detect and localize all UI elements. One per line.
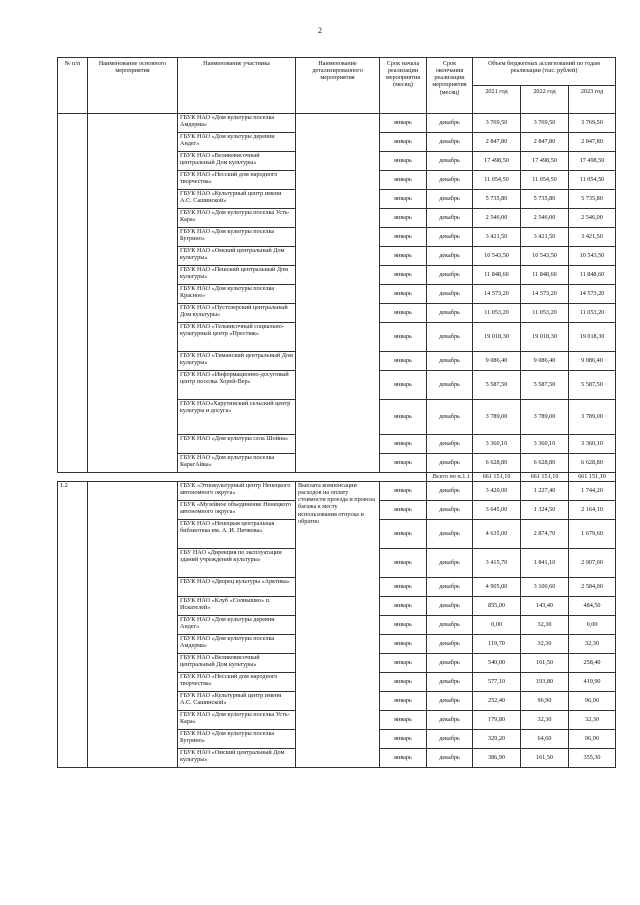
- end-month: декабрь: [427, 114, 473, 133]
- event-cell: [88, 114, 178, 473]
- start-month: январь: [380, 616, 427, 635]
- end-month: декабрь: [427, 304, 473, 323]
- start-month: январь: [380, 435, 427, 454]
- end-month: декабрь: [427, 228, 473, 247]
- value-2023: 32,30: [569, 711, 616, 730]
- value-2022: 11 054,50: [521, 171, 569, 190]
- participant-name: ГБУК НАО «Дом культуры деревни Андег»: [178, 616, 296, 635]
- value-2021: 10 543,50: [473, 247, 521, 266]
- value-2021: 386,90: [473, 749, 521, 768]
- participant-name: ГБУК НАО «Великовисочный центральный Дом культуры»: [178, 152, 296, 171]
- value-2022: 2 874,70: [521, 520, 569, 549]
- value-2022: 9 086,40: [521, 352, 569, 371]
- value-2021: 329,20: [473, 730, 521, 749]
- start-month: январь: [380, 323, 427, 352]
- value-2023: 14 573,20: [569, 285, 616, 304]
- start-month: январь: [380, 171, 427, 190]
- value-2021: 3 789,00: [473, 400, 521, 435]
- value-2022: 14 573,20: [521, 285, 569, 304]
- end-month: декабрь: [427, 654, 473, 673]
- value-2022: 96,90: [521, 692, 569, 711]
- value-2023: 2 546,00: [569, 209, 616, 228]
- value-2022: 5 735,80: [521, 190, 569, 209]
- value-2023: 2 907,00: [569, 549, 616, 578]
- header-directed: Наименование детализированного мероприятия: [296, 58, 380, 114]
- header-num: № п/п: [58, 58, 88, 114]
- subtotal-2021: 661 151,10: [473, 473, 521, 482]
- value-2021: 11 053,20: [473, 304, 521, 323]
- value-2021: 19 018,30: [473, 323, 521, 352]
- value-2022: 3 100,60: [521, 578, 569, 597]
- start-month: январь: [380, 692, 427, 711]
- value-2023: 2 584,00: [569, 578, 616, 597]
- value-2021: 4 635,00: [473, 520, 521, 549]
- value-2021: 577,10: [473, 673, 521, 692]
- subtotal-2023: 661 151,10: [569, 473, 616, 482]
- value-2023: 96,90: [569, 692, 616, 711]
- value-2021: 3 421,50: [473, 228, 521, 247]
- subtotal-2022: 661 151,10: [521, 473, 569, 482]
- participant-name: ГБУК НАО «Дом культуры деревни Андег»: [178, 133, 296, 152]
- budget-table: [57, 57, 616, 768]
- start-month: январь: [380, 266, 427, 285]
- start-month: январь: [380, 247, 427, 266]
- value-2021: 17 498,50: [473, 152, 521, 171]
- end-month: декабрь: [427, 323, 473, 352]
- value-2023: 3 360,10: [569, 435, 616, 454]
- end-month: декабрь: [427, 616, 473, 635]
- end-month: декабрь: [427, 730, 473, 749]
- value-2021: 2 847,80: [473, 133, 521, 152]
- participant-name: ГБУК «Этнокультурный центр Ненецкого автономного округа»: [178, 482, 296, 501]
- value-2022: 3 769,50: [521, 114, 569, 133]
- value-2022: 161,50: [521, 749, 569, 768]
- value-2022: 11 848,60: [521, 266, 569, 285]
- value-2023: 2 164,10: [569, 501, 616, 520]
- value-2023: 5 587,50: [569, 371, 616, 400]
- value-2022: 1 841,10: [521, 549, 569, 578]
- value-2021: 14 573,20: [473, 285, 521, 304]
- value-2022: 6 628,80: [521, 454, 569, 473]
- value-2022: 5 587,50: [521, 371, 569, 400]
- value-2023: 19 018,30: [569, 323, 616, 352]
- value-2022: 17 498,50: [521, 152, 569, 171]
- start-month: январь: [380, 209, 427, 228]
- value-2023: 5 735,80: [569, 190, 616, 209]
- directed-cell: [296, 114, 380, 473]
- participant-name: ГБУК НАО «Дом культуры села Шойна»: [178, 435, 296, 454]
- end-month: декабрь: [427, 171, 473, 190]
- participant-name: ГБУК НАО «Клуб «Солнышко» п. Искателей»: [178, 597, 296, 616]
- participant-name: ГБУК НАО «Культурный центр имени А.С. Сашинской»: [178, 190, 296, 209]
- value-2023: 10 543,50: [569, 247, 616, 266]
- start-month: январь: [380, 635, 427, 654]
- participant-name: ГБУК НАО «Несский дом народного творчества»: [178, 171, 296, 190]
- page-number: 2: [318, 26, 322, 35]
- participant-name: ГБУК НАО «Дом культуры поселка Амдерма»: [178, 635, 296, 654]
- end-month: декабрь: [427, 673, 473, 692]
- end-month: декабрь: [427, 371, 473, 400]
- value-2022: 3 789,00: [521, 400, 569, 435]
- start-month: январь: [380, 654, 427, 673]
- end-month: декабрь: [427, 266, 473, 285]
- value-2022: 64,60: [521, 730, 569, 749]
- value-2021: 5 735,80: [473, 190, 521, 209]
- start-month: январь: [380, 228, 427, 247]
- start-month: январь: [380, 673, 427, 692]
- participant-name: ГБУК НАО «Пустозерский центральный Дом культуры»: [178, 304, 296, 323]
- block1-body: [58, 114, 616, 473]
- value-2021: 119,70: [473, 635, 521, 654]
- row-num-cell: 1.2: [58, 482, 88, 768]
- start-month: январь: [380, 304, 427, 323]
- participant-name: ГБУК НАО «Культурный центр имени А.С. Сашинской»: [178, 692, 296, 711]
- header-2021: 2021 год: [473, 86, 521, 114]
- end-month: декабрь: [427, 190, 473, 209]
- value-2021: 3 420,00: [473, 482, 521, 501]
- value-2023: 96,90: [569, 730, 616, 749]
- value-2021: 855,00: [473, 597, 521, 616]
- table-row: [58, 482, 616, 501]
- value-2022: 32,30: [521, 635, 569, 654]
- start-month: январь: [380, 501, 427, 520]
- end-month: декабрь: [427, 247, 473, 266]
- start-month: январь: [380, 352, 427, 371]
- value-2022: 3 421,50: [521, 228, 569, 247]
- end-month: декабрь: [427, 520, 473, 549]
- table-row: [58, 114, 616, 133]
- header-end: Срок окончания реализации мероприятия (месяц): [427, 58, 473, 114]
- participant-name: ГБУК НАО «Дом культуры поселка Бугрино»: [178, 228, 296, 247]
- participant-name: ГБУК НАО «Дом культуры поселка Усть-Кара»: [178, 711, 296, 730]
- participant-name: ГБУК НАО «Омский центральный Дом культуры»: [178, 247, 296, 266]
- participant-name: ГБУК НАО «Дом культуры поселка Красное»: [178, 285, 296, 304]
- end-month: декабрь: [427, 549, 473, 578]
- end-month: декабрь: [427, 692, 473, 711]
- value-2023: 32,30: [569, 635, 616, 654]
- end-month: декабрь: [427, 400, 473, 435]
- value-2021: 11 848,60: [473, 266, 521, 285]
- start-month: январь: [380, 152, 427, 171]
- value-2023: 9 086,40: [569, 352, 616, 371]
- end-month: декабрь: [427, 597, 473, 616]
- value-2023: 2 847,80: [569, 133, 616, 152]
- header-budget: Объем бюджетных ассигнований по годам реализации (тыс. рублей): [473, 58, 616, 86]
- start-month: январь: [380, 549, 427, 578]
- end-month: декабрь: [427, 152, 473, 171]
- block2-body: [58, 482, 616, 768]
- header-2022: 2022 год: [521, 86, 569, 114]
- end-month: декабрь: [427, 352, 473, 371]
- end-month: декабрь: [427, 578, 473, 597]
- row-num-cell: [58, 114, 88, 473]
- start-month: январь: [380, 749, 427, 768]
- participant-name: ГБУК НАО «Дом культуры поселка Бугрино»: [178, 730, 296, 749]
- value-2022: 1 324,50: [521, 501, 569, 520]
- participant-name: ГБУК НАО «Дом культуры поселка КарагАйка»: [178, 454, 296, 473]
- value-2022: 11 053,20: [521, 304, 569, 323]
- start-month: январь: [380, 520, 427, 549]
- start-month: январь: [380, 285, 427, 304]
- value-2021: 6 628,80: [473, 454, 521, 473]
- value-2023: 1 744,20: [569, 482, 616, 501]
- start-month: январь: [380, 482, 427, 501]
- value-2023: 11 848,60: [569, 266, 616, 285]
- value-2023: 0,00: [569, 616, 616, 635]
- participant-name: ГБУК НАО«Харутинский сельский центр культуры и досуга»: [178, 400, 296, 435]
- participant-name: ГБУК НАО «Ненецкая центральная библиотека им. А. И. Пичкова»: [178, 520, 296, 549]
- start-month: январь: [380, 730, 427, 749]
- end-month: декабрь: [427, 635, 473, 654]
- end-month: декабрь: [427, 435, 473, 454]
- participant-name: ГБУК НАО «Дом культуры поселка Амдерма»: [178, 114, 296, 133]
- subtotal-row: [58, 473, 616, 482]
- participant-name: ГБУК НАО «Несский дом народного творчества»: [178, 673, 296, 692]
- value-2023: 258,40: [569, 654, 616, 673]
- value-2022: 161,50: [521, 654, 569, 673]
- value-2022: 19 018,30: [521, 323, 569, 352]
- value-2021: 3 360,10: [473, 435, 521, 454]
- value-2021: 4 905,00: [473, 578, 521, 597]
- value-2022: 143,40: [521, 597, 569, 616]
- value-2022: 193,80: [521, 673, 569, 692]
- end-month: декабрь: [427, 454, 473, 473]
- start-month: январь: [380, 578, 427, 597]
- header-event: Наименование основного мероприятия: [88, 58, 178, 114]
- start-month: январь: [380, 371, 427, 400]
- value-2022: 3 360,10: [521, 435, 569, 454]
- participant-name: ГБУК «Музейное объединение Ненецкого автономного округа»: [178, 501, 296, 520]
- participant-name: ГБУК НАО «Омский центральный Дом культуры»: [178, 749, 296, 768]
- directed-event-text: Выплата компенсации расходов на оплату стоимости проезда и провоза багажа к месту использования отпуска и обратно: [296, 482, 380, 768]
- start-month: январь: [380, 114, 427, 133]
- value-2022: 1 227,40: [521, 482, 569, 501]
- header-2023: 2023 год: [569, 86, 616, 114]
- participant-name: ГБУК НАО «Дворец культуры «Арктика»: [178, 578, 296, 597]
- event-cell: [88, 482, 178, 768]
- value-2021: 2 546,00: [473, 209, 521, 228]
- start-month: январь: [380, 400, 427, 435]
- value-2021: 179,80: [473, 711, 521, 730]
- value-2023: 17 498,50: [569, 152, 616, 171]
- value-2023: 355,30: [569, 749, 616, 768]
- value-2023: 419,90: [569, 673, 616, 692]
- value-2023: 3 769,50: [569, 114, 616, 133]
- value-2023: 6 628,80: [569, 454, 616, 473]
- end-month: декабрь: [427, 482, 473, 501]
- start-month: январь: [380, 190, 427, 209]
- value-2021: 3 769,50: [473, 114, 521, 133]
- start-month: январь: [380, 597, 427, 616]
- value-2023: 3 789,00: [569, 400, 616, 435]
- value-2021: 0,00: [473, 616, 521, 635]
- value-2021: 9 086,40: [473, 352, 521, 371]
- value-2023: 1 679,60: [569, 520, 616, 549]
- participant-name: ГБУК НАО «Дом культуры поселка Усть-Кара»: [178, 209, 296, 228]
- value-2022: 2 847,80: [521, 133, 569, 152]
- participant-name: ГБУК НАО «Информационно-досуговый центр поселка Хорей-Вер»: [178, 371, 296, 400]
- value-2022: 10 543,50: [521, 247, 569, 266]
- participant-name: ГБУК НАО «Тельвисочный социально-культурный центр «Престиж»: [178, 323, 296, 352]
- value-2021: 11 054,50: [473, 171, 521, 190]
- end-month: декабрь: [427, 749, 473, 768]
- end-month: декабрь: [427, 209, 473, 228]
- start-month: январь: [380, 133, 427, 152]
- value-2021: 3 415,70: [473, 549, 521, 578]
- subtotal-label: Всего по п.1.1: [427, 473, 473, 482]
- value-2023: 484,50: [569, 597, 616, 616]
- value-2021: 540,00: [473, 654, 521, 673]
- end-month: декабрь: [427, 133, 473, 152]
- value-2021: 3 645,00: [473, 501, 521, 520]
- value-2022: 2 546,00: [521, 209, 569, 228]
- value-2023: 11 054,50: [569, 171, 616, 190]
- table-header: [58, 58, 616, 114]
- header-start: Срок начала реализации мероприятия (месяц): [380, 58, 427, 114]
- value-2022: 32,30: [521, 616, 569, 635]
- value-2023: 11 053,20: [569, 304, 616, 323]
- value-2023: 3 421,50: [569, 228, 616, 247]
- header-participant: Наименование участника: [178, 58, 296, 114]
- end-month: декабрь: [427, 711, 473, 730]
- subtotal-body: [58, 473, 616, 482]
- participant-name: ГБУК НАО «Великовисочный центральный Дом культуры»: [178, 654, 296, 673]
- participant-name: ГБУ НАО «Дирекция по эксплуатации зданий учреждений культуры»: [178, 549, 296, 578]
- start-month: январь: [380, 711, 427, 730]
- start-month: январь: [380, 454, 427, 473]
- end-month: декабрь: [427, 501, 473, 520]
- participant-name: ГБУК НАО «Пешский центральный Дом культуры»: [178, 266, 296, 285]
- value-2022: 32,30: [521, 711, 569, 730]
- participant-name: ГБУК НАО «Тиманский центральный Дом культуры»: [178, 352, 296, 371]
- value-2021: 252,40: [473, 692, 521, 711]
- value-2021: 5 587,50: [473, 371, 521, 400]
- end-month: декабрь: [427, 285, 473, 304]
